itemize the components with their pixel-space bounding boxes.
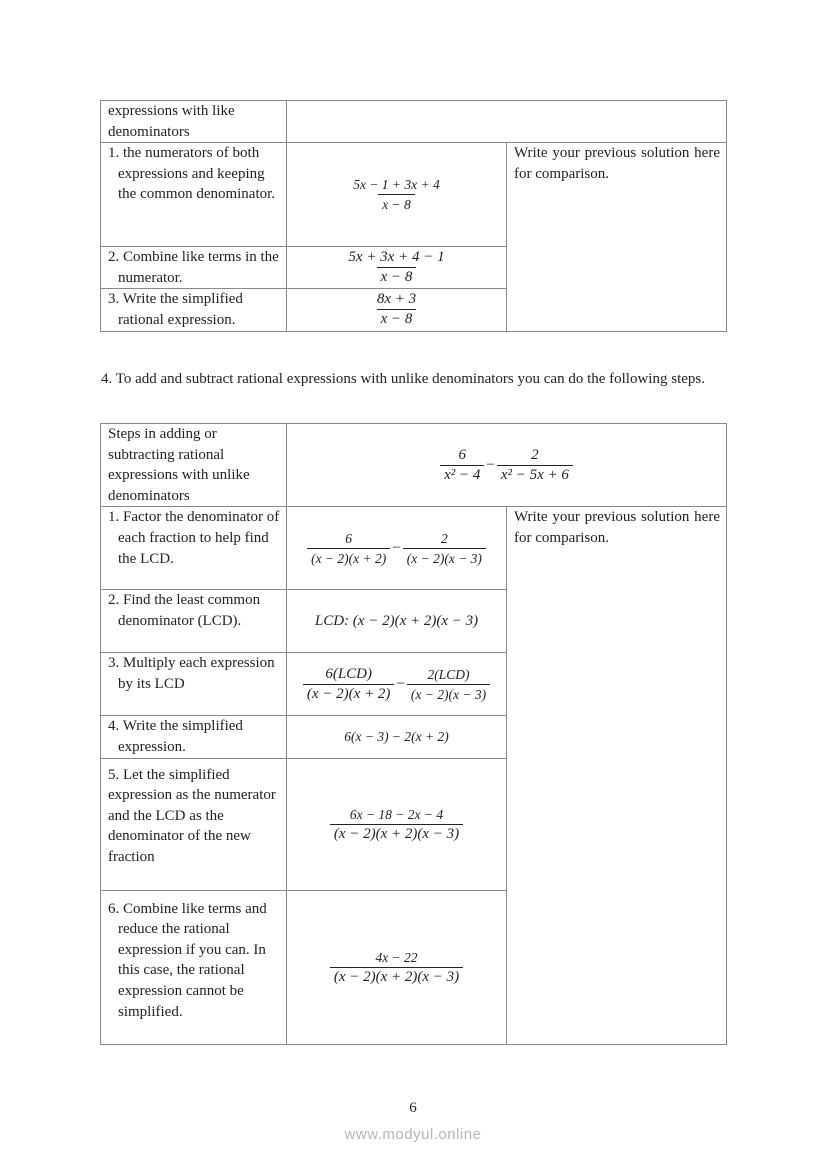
table-row [101, 507, 727, 590]
step-text: 1. the numerators of both expressions and keeping the common denominator. [101, 143, 287, 247]
step-expression [287, 890, 507, 1044]
header-left: Steps in adding or subtracting rational expressions with unlike denominators [101, 424, 287, 507]
step-text: 1. Factor the denominator of each fraction to help find the LCD. [101, 507, 287, 590]
fraction: $\frac{8x + 3}{x - 8}$ [376, 291, 417, 328]
fraction: $\frac{\text{6(LCD)}}{(x - 2)(x + 2)}$ [303, 665, 395, 704]
step-expression [287, 143, 507, 247]
watermark: www.modyul.online [344, 1126, 482, 1143]
fraction: $\frac{\text{2(LCD)}}{(x - 2)(x - 3)}$ [407, 665, 490, 704]
step-text: 2. Find the least common denominator (LCD). [101, 590, 287, 653]
table-row [101, 143, 727, 247]
fraction: $\frac{5x + 3x + 4 - 1}{x - 8}$ [348, 249, 445, 286]
fraction: $\frac{2}{(x - 2)(x - 3)}$ [403, 529, 486, 568]
step-text: 6. Combine like terms and reduce the rational expression if you can. In this case, the rational expression cannot be simplified. [101, 890, 287, 1044]
step-expression: $\frac{\text{6(LCD)}}{(x - 2)(x + 2)}$ − $\frac{\text{2(LCD)}}{(x - 2)(x - 3)}$ [287, 653, 507, 716]
step-expression [287, 758, 507, 890]
step-text: 2. Combine like terms in the numerator. [101, 247, 287, 289]
step-expression: LCD: (x − 2)(x + 2)(x − 3) [287, 590, 507, 653]
instruction-paragraph: 4. To add and subtract rational expressions with unlike denominators you can do the following steps. [101, 371, 705, 387]
page-number: 6 [409, 1100, 417, 1116]
header-right [287, 101, 727, 143]
step-expression [287, 289, 507, 331]
step-expression: $\frac{6}{(x - 2)(x + 2)}$ − $\frac{2}{(x - 2)(x - 3)}$ [287, 507, 507, 590]
step-text: 3. Write the simplified rational expression. [101, 289, 287, 331]
fraction: $\frac{2}{\text{x² − 5x + 6}}$ [497, 446, 573, 485]
step-expression [287, 247, 507, 289]
like-denominators-table [100, 100, 727, 332]
unlike-denominators-table [100, 423, 727, 1045]
fraction: $\frac{6}{\text{x² − 4}}$ [440, 446, 484, 485]
header-expression: $\frac{6}{\text{x² − 4}}$ − $\frac{2}{\text{x² − 5x + 6}}$ [287, 424, 727, 507]
step-text: 4. Write the simplified expression. [101, 716, 287, 758]
fraction: $\frac{4x - 22}{(x - 2)(x + 2)(x - 3)}$ [330, 948, 463, 987]
step-text: 3. Multiply each expression by its LCD [101, 653, 287, 716]
comparison-note: Write your previous solution here for comparison. [507, 507, 727, 1044]
fraction: $\frac{5x - 1 + 3x + 4}{x - 8}$ [353, 177, 440, 213]
comparison-note: Write your previous solution here for comparison. [507, 143, 727, 331]
fraction: $\frac{6x - 18 - 2x - 4}{(x - 2)(x + 2)(x - 3)}$ [330, 805, 463, 844]
fraction: $\frac{6}{(x - 2)(x + 2)}$ [307, 529, 390, 568]
step-text: 5. Let the simplified expression as the numerator and the LCD as the denominator of the new fraction [101, 758, 287, 890]
step-expression: 6(x − 3) − 2(x + 2) [287, 716, 507, 758]
header-left: expressions with like denominators [101, 101, 287, 143]
